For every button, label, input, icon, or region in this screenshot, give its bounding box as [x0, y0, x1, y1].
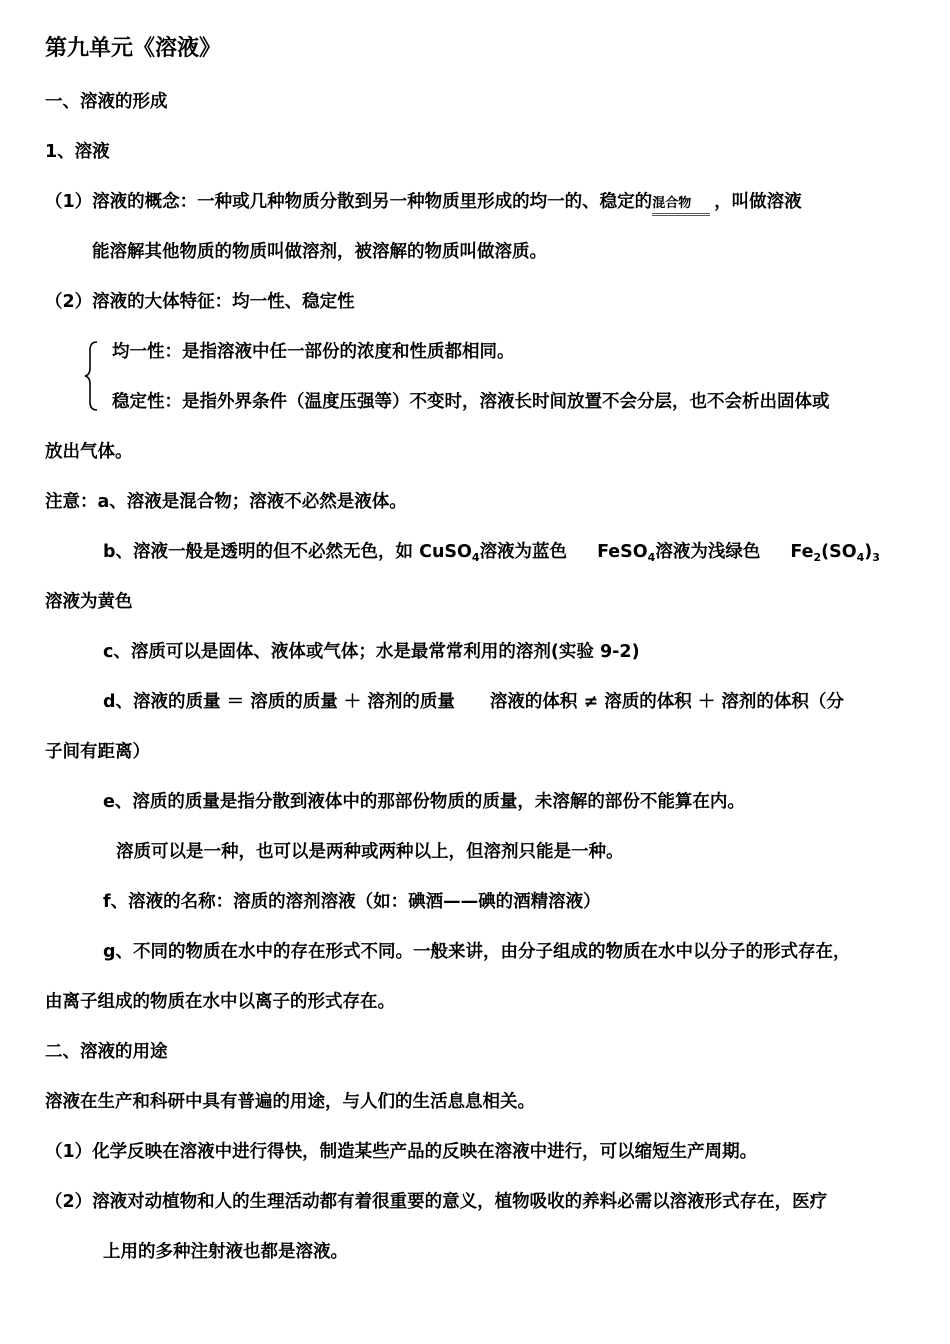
use-2-continuation: 上用的多种注射液也都是溶液。 [103, 1242, 348, 1262]
note-b-text: b、溶液一般是透明的但不必然无色，如 CuSO [103, 542, 472, 562]
use-1-number: （1） [45, 1142, 93, 1162]
note-g: g、不同的物质在水中的存在形式不同。一般来讲，由分子组成的物质在水中以分子的形式存在， [103, 942, 851, 962]
definition-text: （1）溶液的概念：一种或几种物质分散到另一种物质里形成的均一的、稳定的 [45, 192, 653, 212]
note-b-green: 溶液为浅绿色 [655, 542, 761, 562]
formula-part: ) [864, 542, 873, 562]
use-1-text: 化学反映在溶液中进行得快，制造某些产品的反映在溶液中进行，可以缩短生产周期。 [92, 1142, 758, 1162]
formula-part: (SO [821, 542, 857, 562]
fill-in-blank: 混合物 [652, 195, 710, 216]
note-e: e、溶质的质量是指分散到液体中的那部份物质的质量，未溶解的部份不能算在内。 [103, 792, 745, 812]
note-b-blue: 溶液为蓝色 [479, 542, 568, 562]
note-f: f、溶液的名称：溶质的溶剂溶液（如：碘酒——碘的酒精溶液） [103, 892, 601, 912]
definition-end: ，叫做溶液 [714, 192, 802, 212]
use-2 [45, 1190, 827, 1214]
subscript: 2 [813, 551, 822, 564]
section-heading-uses: 二、溶液的用途 [45, 1042, 168, 1062]
note-d: d、溶液的质量 ＝ 溶质的质量 ＋ 溶剂的质量 溶液的体积 ≠ 溶质的体积 ＋ 溶剂的体积（分 [103, 692, 844, 712]
use-2-text: 溶液对动植物和人的生理活动都有着很重要的意义，植物吸收的养料必需以溶液形式存在，医疗 [92, 1192, 828, 1212]
formula-fe2so43: Fe [790, 542, 814, 562]
uses-intro: 溶液在生产和科研中具有普遍的用途，与人们的生活息息相关。 [45, 1092, 535, 1112]
item-heading-solution: 1、溶液 [45, 142, 110, 162]
characteristics-line: （2）溶液的大体特征：均一性、稳定性 [45, 292, 355, 312]
left-brace-icon [84, 340, 100, 412]
note-g-continuation: 由离子组成的物质在水中以离子的形式存在。 [45, 992, 395, 1012]
note-b-continuation: 溶液为黄色 [45, 592, 133, 612]
subscript: 3 [872, 551, 880, 564]
note-b [103, 540, 880, 564]
page-title: 第九单元《溶液》 [45, 36, 222, 61]
uniformity-line: 均一性：是指溶液中任一部份的浓度和性质都相同。 [112, 342, 515, 362]
section-heading-formation: 一、溶液的形成 [45, 92, 168, 112]
stability-continuation: 放出气体。 [45, 442, 133, 462]
subscript: 4 [471, 551, 480, 564]
use-1 [45, 1140, 757, 1164]
note-c: c、溶质可以是固体、液体或气体；水是最常常利用的溶剂(实验 9-2) [103, 642, 640, 662]
note-e-2: 溶质可以是一种，也可以是两种或两种以上，但溶剂只能是一种。 [116, 842, 624, 862]
note-d-continuation: 子间有距离） [45, 742, 150, 762]
use-2-number: （2） [45, 1192, 93, 1212]
definition-line [45, 190, 802, 216]
solvent-solute-definition: 能溶解其他物质的物质叫做溶剂，被溶解的物质叫做溶质。 [92, 242, 547, 262]
stability-line: 稳定性：是指外界条件（温度压强等）不变时，溶液长时间放置不会分层，也不会析出固体或 [112, 392, 830, 412]
note-a: 注意：a、溶液是混合物；溶液不必然是液体。 [45, 492, 407, 512]
formula-feso4: FeSO [597, 542, 648, 562]
subscript: 4 [647, 551, 656, 564]
subscript: 4 [856, 551, 865, 564]
